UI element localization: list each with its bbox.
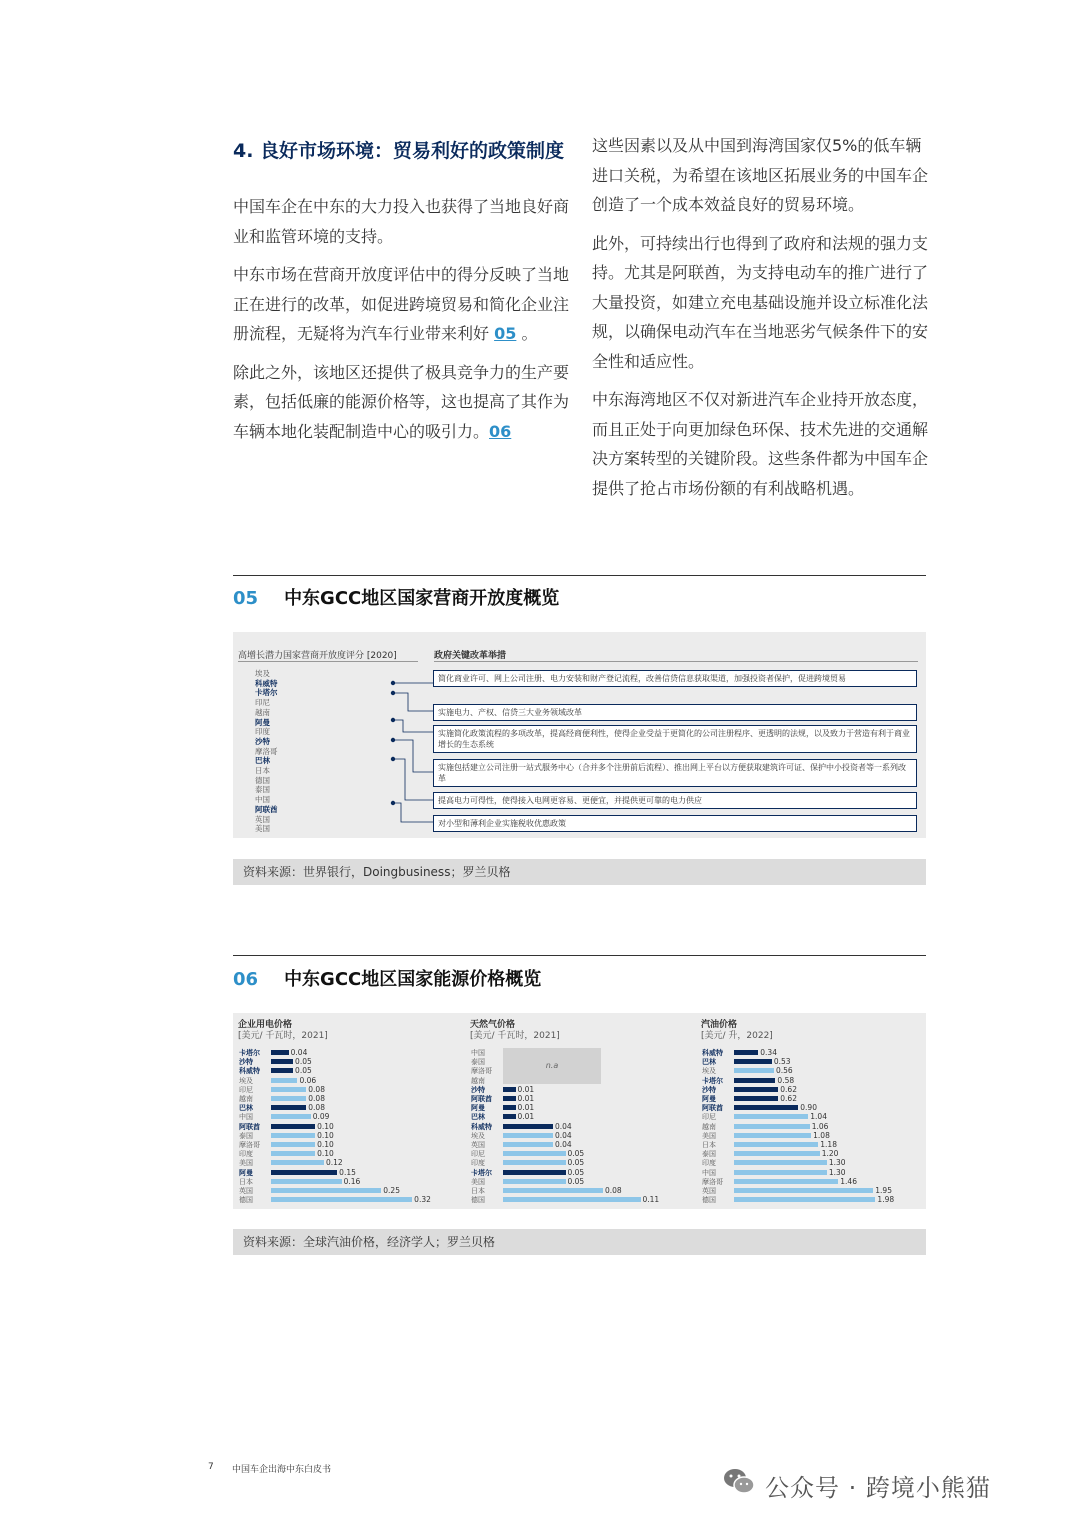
- bar-value-label: 0.04: [555, 1130, 572, 1140]
- bar: [271, 1170, 337, 1175]
- category-label: 巴林: [239, 1104, 253, 1113]
- category-label: 越南: [239, 1095, 253, 1103]
- category-label: 英国: [471, 1141, 485, 1149]
- bar: [503, 1133, 553, 1138]
- category-label: 美国: [702, 1131, 716, 1140]
- chart-unit: [美元/ 升，2022]: [701, 1031, 773, 1041]
- category-label: 印尼: [471, 1150, 485, 1159]
- bar: [734, 1142, 818, 1147]
- bar: [271, 1059, 293, 1064]
- bar-value-label: 0.05: [295, 1066, 312, 1076]
- category-label: 中国: [702, 1168, 716, 1177]
- category-label: 印度: [702, 1159, 716, 1168]
- reform-item: 实施简化政策流程的多项改革，提高经商便利性，使得企业受益于更简化的公司注册程序、更透明的法规，以及致力于营造有利于商业增长的生态系统: [433, 725, 917, 753]
- bar: [271, 1096, 306, 1101]
- country-label: 摩洛哥: [255, 746, 278, 756]
- bar: [503, 1087, 516, 1092]
- bar: [734, 1068, 774, 1073]
- figure-05-heading: 05 中东GCC地区国家营商开放度概览: [233, 588, 560, 609]
- bar-value-label: 0.11: [642, 1195, 660, 1205]
- bar-value-label: 0.10: [317, 1130, 334, 1140]
- category-label: 英国: [239, 1187, 253, 1195]
- chart-unit: [美元/ 千瓦时，2021]: [470, 1031, 560, 1041]
- bar-value-label: 1.46: [840, 1176, 857, 1186]
- category-label: 中国: [239, 1113, 253, 1122]
- bar-value-label: 0.05: [567, 1149, 585, 1159]
- document-title: 中国车企出海中东白皮书: [232, 1465, 332, 1475]
- bar-value-label: 1.98: [877, 1195, 895, 1205]
- bar: [271, 1078, 297, 1083]
- bar: [734, 1188, 873, 1193]
- category-label: 阿曼: [471, 1104, 485, 1113]
- category-label: 泰国: [239, 1131, 253, 1140]
- bar: [503, 1114, 516, 1119]
- bar: [734, 1197, 875, 1202]
- category-label: 美国: [239, 1159, 253, 1168]
- electricity-price-chart: [238, 1013, 463, 1209]
- bar: [734, 1133, 811, 1138]
- figure-05-source: 资料来源：世界银行，Doingbusiness；罗兰贝格: [233, 859, 926, 885]
- reform-item: 实施包括建立公司注册一站式服务中心（合并多个注册前后流程）、推出网上平台以方便获取建筑许可证、保护中小投资者等一系列改革: [433, 759, 917, 787]
- bar-value-label: 0.62: [780, 1094, 797, 1103]
- category-label: 卡塔尔: [239, 1049, 260, 1057]
- category-label: 德国: [702, 1196, 716, 1205]
- bar: [734, 1160, 827, 1165]
- bar: [503, 1096, 516, 1101]
- category-label: 印度: [239, 1150, 253, 1159]
- figure-06-panel: [233, 1013, 926, 1209]
- bar: [734, 1114, 808, 1119]
- bar-value-label: 0.58: [777, 1075, 795, 1085]
- bar-value-label: 0.01: [517, 1084, 535, 1094]
- figure-link-05[interactable]: 05: [494, 324, 517, 343]
- reform-item: 简化商业许可、网上公司注册、电力安装和财产登记流程，改善信贷信息获取渠道，加强投资者保护，促进跨境贸易: [433, 670, 917, 687]
- category-label: 越南: [471, 1076, 485, 1085]
- bar: [271, 1105, 306, 1110]
- bar-value-label: 0.15: [339, 1167, 356, 1177]
- bar: [503, 1142, 553, 1147]
- bar-value-label: 0.01: [517, 1094, 535, 1103]
- category-label: 阿联酋: [471, 1095, 492, 1103]
- category-label: 摩洛哥: [239, 1141, 260, 1149]
- category-label: 泰国: [702, 1150, 716, 1159]
- bar-value-label: 0.16: [343, 1176, 361, 1186]
- bar-value-label: 0.10: [317, 1140, 334, 1149]
- bar-value-label: 0.05: [567, 1158, 585, 1168]
- bar-value-label: 0.08: [308, 1094, 325, 1103]
- bar-value-label: 1.18: [820, 1140, 837, 1149]
- bar-value-label: 0.01: [517, 1112, 535, 1122]
- bar: [503, 1179, 566, 1184]
- right-column: [592, 131, 932, 512]
- bar-value-label: 0.06: [299, 1075, 317, 1085]
- paragraph: 中东市场在营商开放度评估中的得分反映了当地正在进行的改革，如促进跨境贸易和简化企业注册流程，无疑将为汽车行业带来利好 05 。: [233, 265, 570, 343]
- bar-value-label: 0.04: [290, 1048, 308, 1057]
- category-label: 埃及: [471, 1131, 485, 1140]
- country-label: 英国: [255, 814, 270, 824]
- category-label: 埃及: [239, 1076, 253, 1085]
- figure-divider: [233, 955, 926, 956]
- figure-06-source: 资料来源：全球汽油价格，经济学人；罗兰贝格: [233, 1229, 926, 1255]
- left-column: [233, 192, 573, 455]
- bar: [734, 1151, 820, 1156]
- category-label: 沙特: [702, 1085, 716, 1094]
- bar: [271, 1142, 315, 1147]
- category-label: 沙特: [239, 1058, 253, 1067]
- bar-value-label: 1.30: [828, 1158, 846, 1168]
- category-label: 沙特: [471, 1085, 485, 1094]
- country-label: 埃及: [255, 669, 270, 678]
- bar: [503, 1188, 603, 1193]
- country-label: 阿曼: [255, 717, 270, 727]
- bar: [271, 1188, 381, 1193]
- category-label: 日本: [471, 1187, 485, 1195]
- bar: [734, 1179, 838, 1184]
- reform-item: 对小型和薄利企业实施税收优惠政策: [433, 815, 917, 832]
- paragraph: 中国车企在中东的大力投入也获得了当地良好商业和监管环境的支持。: [233, 197, 570, 246]
- bar: [503, 1151, 566, 1156]
- bar-value-label: 0.53: [773, 1057, 791, 1067]
- category-label: 巴林: [471, 1113, 485, 1122]
- page-number: 7: [208, 1462, 214, 1472]
- category-label: 印尼: [702, 1113, 716, 1122]
- category-label: 摩洛哥: [471, 1067, 492, 1076]
- paragraph: 此外，可持续出行也得到了政府和法规的强力支持。尤其是阿联酋，为支持电动车的推广进行了大量投资，如建立充电基础设施并设立标准化法规，以确保电动汽车在当地恶劣气候条件下的安全性和适应性。: [592, 233, 929, 371]
- watermark: 公众号 · 跨境小熊猫: [765, 1474, 991, 1502]
- category-label: 摩洛哥: [702, 1177, 723, 1186]
- category-label: 阿曼: [702, 1095, 716, 1103]
- category-label: 越南: [702, 1122, 716, 1131]
- bar-value-label: 0.10: [317, 1149, 334, 1159]
- bar-value-label: 0.09: [312, 1112, 330, 1122]
- country-label: 印度: [255, 727, 270, 737]
- country-label: 阿联酋: [255, 804, 278, 814]
- country-label: 巴林: [255, 756, 270, 766]
- bar-value-label: 0.05: [567, 1176, 585, 1186]
- category-label: 德国: [239, 1196, 253, 1205]
- bar: [271, 1124, 315, 1129]
- bar: [271, 1114, 311, 1119]
- bar-value-label: 0.04: [555, 1121, 572, 1131]
- category-label: 科威特: [471, 1122, 492, 1131]
- bar: [271, 1197, 412, 1202]
- bar-value-label: 1.30: [828, 1167, 846, 1177]
- country-label: 德国: [255, 775, 270, 785]
- category-label: 日本: [702, 1141, 716, 1149]
- category-label: 日本: [239, 1177, 253, 1186]
- bar-value-label: 0.34: [760, 1048, 777, 1057]
- category-label: 英国: [702, 1187, 716, 1195]
- country-label: 日本: [255, 766, 270, 775]
- country-label: 泰国: [255, 785, 270, 795]
- chart-title: 天然气价格: [470, 1020, 516, 1030]
- bar: [734, 1059, 772, 1064]
- bar-value-label: 1.08: [813, 1130, 830, 1140]
- chart-title: 企业用电价格: [238, 1020, 293, 1030]
- bar: [271, 1068, 293, 1073]
- country-label: 科威特: [255, 678, 278, 688]
- bar: [271, 1151, 315, 1156]
- bar-value-label: 0.05: [567, 1167, 585, 1177]
- bar-value-label: 0.08: [308, 1103, 325, 1113]
- gasoline-price-chart: [701, 1013, 926, 1209]
- bar-value-label: 0.90: [800, 1103, 817, 1113]
- category-label: 印尼: [239, 1085, 253, 1094]
- bar: [271, 1133, 315, 1138]
- chart-title: 汽油价格: [701, 1020, 738, 1030]
- bar: [503, 1124, 553, 1129]
- bar: [271, 1087, 306, 1092]
- figure-link-06[interactable]: 06: [489, 421, 512, 441]
- category-label: 卡塔尔: [471, 1168, 492, 1177]
- bar: [734, 1105, 798, 1110]
- bar: [503, 1197, 641, 1202]
- bar: [734, 1050, 758, 1055]
- bar: [734, 1096, 778, 1101]
- bar-value-label: 0.32: [414, 1195, 431, 1205]
- paragraph: 中东海湾地区不仅对新进汽车企业持开放态度，而且正处于向更加绿色环保、技术先进的交通解决方案转型的关键阶段。这些条件都为中国车企提供了抢占市场份额的有利战略机遇。: [592, 390, 929, 498]
- reform-item: 实施电力、产权、信贷三大业务领域改革: [433, 704, 917, 721]
- section-title: 4. 良好市场环境：贸易利好的政策制度: [233, 140, 565, 162]
- category-label: 科威特: [702, 1049, 723, 1057]
- category-label: 德国: [471, 1196, 485, 1205]
- bar: [503, 1160, 566, 1165]
- bar: [734, 1124, 810, 1129]
- figure-divider: [233, 575, 926, 576]
- bar-value-label: 0.25: [383, 1186, 400, 1195]
- bar-value-label: 1.06: [811, 1121, 829, 1131]
- bar: [503, 1170, 566, 1175]
- reform-item: 提高电力可得性，使得接入电网更容易、更便宜，并提供更可靠的电力供应: [433, 792, 917, 809]
- bar-value-label: 0.08: [605, 1186, 622, 1195]
- bar-value-label: 0.62: [780, 1084, 797, 1094]
- bar-value-label: 0.10: [317, 1121, 334, 1131]
- country-label: 中国: [255, 795, 270, 805]
- bar-value-label: 0.08: [308, 1084, 325, 1094]
- category-label: 埃及: [702, 1067, 716, 1076]
- bar: [734, 1087, 778, 1092]
- bar: [734, 1078, 775, 1083]
- country-label: 沙特: [255, 736, 270, 746]
- right-header: 政府关键改革举措: [434, 651, 507, 661]
- category-label: 美国: [471, 1177, 485, 1186]
- country-label: 美国: [255, 824, 270, 834]
- bar-value-label: 0.05: [295, 1057, 312, 1067]
- bar: [271, 1179, 342, 1184]
- category-label: 阿曼: [239, 1168, 253, 1177]
- gas-price-chart: [470, 1013, 695, 1209]
- bar: [503, 1105, 516, 1110]
- category-label: 卡塔尔: [702, 1076, 723, 1085]
- category-label: 阿联酋: [702, 1104, 723, 1113]
- category-label: 印度: [471, 1159, 485, 1168]
- left-header: 高增长潜力国家营商开放度评分 [2020]: [238, 651, 397, 661]
- category-label: 泰国: [471, 1058, 485, 1067]
- category-label: 科威特: [239, 1067, 260, 1076]
- not-available-box: n.a: [503, 1048, 601, 1084]
- bar-value-label: 0.12: [325, 1158, 343, 1168]
- paragraph: 除此之外，该地区还提供了极具竞争力的生产要素，包括低廉的能源价格等，这也提高了其作为车辆本地化装配制造中心的吸引力。06: [233, 362, 570, 441]
- bar-value-label: 0.01: [517, 1103, 535, 1113]
- bar: [271, 1050, 289, 1055]
- category-label: 中国: [471, 1049, 485, 1057]
- bar-value-label: 1.20: [821, 1149, 839, 1159]
- figure-06-heading: 06 中东GCC地区国家能源价格概览: [233, 969, 542, 990]
- bar: [734, 1170, 827, 1175]
- bar-value-label: 1.95: [875, 1186, 892, 1195]
- paragraph: 这些因素以及从中国到海湾国家仅5%的低车辆进口关税，为希望在该地区拓展业务的中国车企创造了一个成本效益良好的贸易环境。: [592, 136, 929, 214]
- country-label: 越南: [255, 707, 270, 717]
- country-label: 印尼: [255, 698, 270, 708]
- category-label: 阿联酋: [239, 1122, 260, 1131]
- bar-value-label: 0.56: [776, 1066, 793, 1076]
- bar-value-label: 1.04: [810, 1112, 827, 1122]
- bar-value-label: 0.04: [555, 1140, 572, 1149]
- chart-unit: [美元/ 千瓦时，2021]: [238, 1031, 328, 1041]
- bar: [271, 1160, 324, 1165]
- wechat-icon: [722, 1466, 756, 1496]
- country-label: 卡塔尔: [255, 688, 278, 698]
- category-label: 巴林: [702, 1058, 716, 1067]
